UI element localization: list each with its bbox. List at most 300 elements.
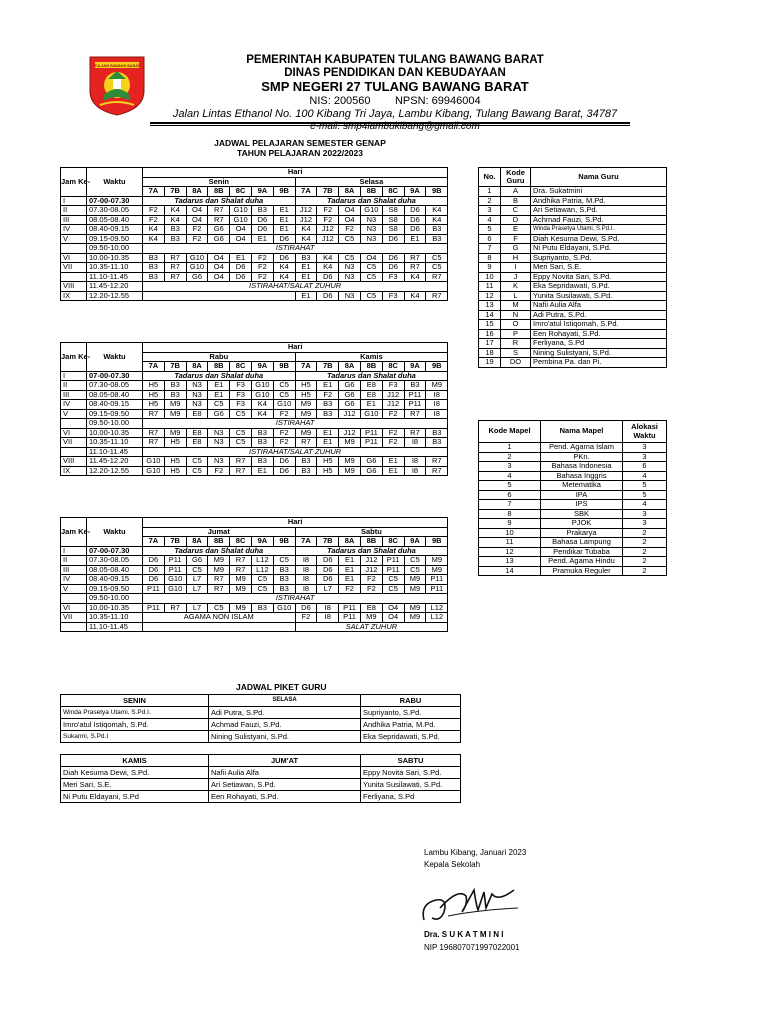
- code-cell: O4: [382, 613, 404, 623]
- alokasi-header: Alokasi Waktu: [623, 421, 667, 443]
- code-cell: D6: [273, 466, 295, 476]
- alokasi-cell: 2: [623, 557, 667, 567]
- code-cell: P11: [426, 575, 448, 585]
- code-cell: B3: [295, 253, 317, 263]
- code-cell: I8: [317, 603, 339, 613]
- kode-cell: 11: [479, 538, 541, 548]
- nama-cell: SBK: [541, 509, 623, 519]
- kode-cell: 10: [479, 528, 541, 538]
- code-cell: E1: [273, 215, 295, 225]
- table-row: [61, 594, 448, 604]
- code-cell: E8: [186, 409, 208, 419]
- subject-code-table: [478, 420, 667, 576]
- code-cell: B3: [426, 234, 448, 244]
- code-cell: M9: [295, 400, 317, 410]
- no-cell: 11: [479, 282, 501, 292]
- code-cell: K4: [404, 291, 426, 301]
- table-row: [61, 282, 448, 292]
- code-cell: E1: [295, 272, 317, 282]
- table-row: [479, 443, 667, 453]
- waktu-cell: 07-00-07.30: [87, 546, 143, 556]
- no-cell: 17: [479, 339, 501, 349]
- code-cell: O4: [208, 263, 230, 273]
- nama-cell: Pend. Agama Hindu: [541, 557, 623, 567]
- code-cell: B3: [143, 272, 165, 282]
- no-cell: 5: [479, 225, 501, 235]
- code-cell: S8: [382, 206, 404, 216]
- code-cell: C5: [273, 381, 295, 391]
- code-cell: N3: [360, 215, 382, 225]
- code-cell: F2: [273, 409, 295, 419]
- code-cell: G10: [251, 381, 273, 391]
- jam-cell: VII: [61, 613, 87, 623]
- merged-cell: Tadarus dan Shalat duha: [143, 546, 296, 556]
- code-cell: D6: [273, 457, 295, 467]
- duty-day-header: JUM'AT: [209, 755, 361, 767]
- table-row: [61, 731, 461, 743]
- class-header: 8C: [382, 537, 404, 547]
- class-header: 8B: [208, 362, 230, 372]
- code-cell: G6: [186, 556, 208, 566]
- table-row: [61, 263, 448, 273]
- code-cell: E8: [360, 603, 382, 613]
- table-row: [479, 225, 667, 235]
- waktu-cell: 08.05-08.40: [87, 565, 143, 575]
- code-cell: K4: [426, 206, 448, 216]
- waktu-header: Waktu: [87, 168, 143, 197]
- class-header: 7A: [143, 537, 165, 547]
- nama-cell: PJOK: [541, 519, 623, 529]
- code-cell: E1: [230, 253, 252, 263]
- nama-cell: Eka Sepridawati, S.Pd.: [531, 282, 667, 292]
- kode-cell: 8: [479, 509, 541, 519]
- code-cell: D6: [273, 234, 295, 244]
- jam-cell: V: [61, 234, 87, 244]
- jam-cell: VIII: [61, 282, 87, 292]
- handwritten-signature: [418, 882, 528, 927]
- code-cell: D6: [317, 272, 339, 282]
- class-header: 9A: [251, 362, 273, 372]
- table-row: [61, 719, 461, 731]
- table-row: [479, 282, 667, 292]
- class-header: 8C: [382, 187, 404, 197]
- code-cell: R7: [230, 457, 252, 467]
- code-cell: M9: [164, 409, 186, 419]
- code-cell: C5: [382, 575, 404, 585]
- code-cell: D6: [382, 253, 404, 263]
- table-row: [61, 438, 448, 448]
- code-cell: D6: [251, 215, 273, 225]
- code-cell: F2: [143, 215, 165, 225]
- code-cell: K4: [317, 253, 339, 263]
- no-cell: 18: [479, 348, 501, 358]
- table-row: [61, 466, 448, 476]
- nama-cell: Een Rohayati, S.Pd.: [531, 329, 667, 339]
- code-cell: F2: [273, 428, 295, 438]
- code-cell: F2: [295, 613, 317, 623]
- code-cell: M9: [339, 466, 361, 476]
- code-cell: R7: [230, 466, 252, 476]
- nama-cell: Prakarya: [541, 528, 623, 538]
- code-cell: R7: [295, 438, 317, 448]
- class-header: 7B: [164, 537, 186, 547]
- alokasi-cell: 4: [623, 500, 667, 510]
- table-row: [479, 538, 667, 548]
- code-cell: M9: [208, 556, 230, 566]
- code-cell: P11: [339, 613, 361, 623]
- jam-cell: IX: [61, 291, 87, 301]
- merged-cell: ISTIRAHAT/SALAT ZUHUR: [143, 282, 448, 292]
- headmaster-nip: NIP 196807071997022001: [424, 943, 520, 952]
- code-cell: D6: [382, 263, 404, 273]
- day-header-row: [61, 695, 461, 707]
- code-cell: E1: [208, 390, 230, 400]
- waktu-cell: 09.50-10.00: [87, 244, 143, 254]
- code-cell: F3: [382, 272, 404, 282]
- waktu-cell: 08.05-08.40: [87, 215, 143, 225]
- code-cell: N3: [339, 291, 361, 301]
- code-cell: D6: [230, 272, 252, 282]
- class-header: 7B: [317, 537, 339, 547]
- waktu-cell: 09.50-10.00: [87, 594, 143, 604]
- code-cell: O4: [230, 234, 252, 244]
- no-cell: 3: [479, 206, 501, 216]
- code-cell: F3: [382, 291, 404, 301]
- code-cell: K4: [251, 409, 273, 419]
- code-cell: L7: [186, 584, 208, 594]
- class-header: 8C: [230, 537, 252, 547]
- code-cell: F2: [251, 253, 273, 263]
- code-cell: C5: [186, 457, 208, 467]
- duty-teacher-cell: Ari Setiawan, S.Pd.: [209, 779, 361, 791]
- kode-cell: 9: [479, 519, 541, 529]
- code-cell: H5: [164, 457, 186, 467]
- code-cell: H5: [143, 390, 165, 400]
- duty-day-header: KAMIS: [61, 755, 209, 767]
- jam-cell: [61, 419, 87, 429]
- waktu-cell: 08.40-09.15: [87, 575, 143, 585]
- code-cell: G10: [360, 409, 382, 419]
- code-cell: B3: [273, 565, 295, 575]
- kode-cell: K: [501, 282, 531, 292]
- code-cell: M9: [230, 575, 252, 585]
- code-cell: G6: [360, 466, 382, 476]
- table-row: [479, 301, 667, 311]
- code-cell: C5: [208, 603, 230, 613]
- code-cell: R7: [208, 575, 230, 585]
- code-cell: D6: [317, 575, 339, 585]
- table-row: [61, 419, 448, 429]
- duty-teacher-cell: Andhika Patria, M.Pd.: [361, 719, 461, 731]
- code-cell: J12: [382, 390, 404, 400]
- code-cell: B3: [143, 253, 165, 263]
- table-row: [61, 707, 461, 719]
- no-cell: 14: [479, 310, 501, 320]
- code-cell: J12: [382, 400, 404, 410]
- merged-cell: ISTIRAHAT: [143, 419, 448, 429]
- alokasi-cell: 4: [623, 471, 667, 481]
- duty-teacher-cell: Eppy Novita Sari, S.Pd.: [361, 767, 461, 779]
- code-cell: M9: [339, 438, 361, 448]
- code-cell: H5: [143, 381, 165, 391]
- class-header: 7A: [143, 362, 165, 372]
- code-cell: N3: [208, 438, 230, 448]
- code-cell: M9: [164, 428, 186, 438]
- table-row: [479, 206, 667, 216]
- no-cell: 19: [479, 358, 501, 368]
- code-cell: N3: [186, 400, 208, 410]
- jam-cell: [61, 244, 87, 254]
- duty-teacher-cell: Supriyanto, S.Pd.: [361, 707, 461, 719]
- duty-teacher-cell: Ni Putu Eldayani, S.Pd: [61, 791, 209, 803]
- code-cell: P11: [143, 584, 165, 594]
- nama-cell: Metematika: [541, 481, 623, 491]
- code-cell: G10: [230, 206, 252, 216]
- code-cell: D6: [404, 225, 426, 235]
- table-row: [479, 320, 667, 330]
- no-cell: 8: [479, 253, 501, 263]
- code-cell: M9: [404, 584, 426, 594]
- waktu-cell: 10.35-11.10: [87, 263, 143, 273]
- jam-cell: VI: [61, 253, 87, 263]
- table-row: [479, 566, 667, 576]
- day-header: Senin: [143, 177, 296, 187]
- jam-cell: VI: [61, 603, 87, 613]
- class-header: 8A: [186, 187, 208, 197]
- kode-cell: A: [501, 187, 531, 197]
- code-cell: R7: [426, 466, 448, 476]
- code-cell: F2: [382, 428, 404, 438]
- code-cell: L7: [186, 603, 208, 613]
- duty-teacher-cell: Ferliyana, S.Pd: [361, 791, 461, 803]
- code-cell: E1: [382, 466, 404, 476]
- code-cell: F2: [251, 263, 273, 273]
- code-cell: C5: [230, 409, 252, 419]
- code-cell: F2: [273, 438, 295, 448]
- code-cell: J12: [295, 215, 317, 225]
- code-cell: P11: [382, 565, 404, 575]
- jam-cell: I: [61, 371, 87, 381]
- code-cell: C5: [186, 466, 208, 476]
- class-header: 8C: [382, 362, 404, 372]
- table-row: [61, 400, 448, 410]
- code-cell: C5: [426, 253, 448, 263]
- class-header: 9B: [273, 537, 295, 547]
- code-cell: F2: [339, 584, 361, 594]
- code-cell: R7: [208, 206, 230, 216]
- code-cell: B3: [251, 438, 273, 448]
- code-cell: H5: [164, 438, 186, 448]
- kode-cell: P: [501, 329, 531, 339]
- class-header: 7A: [295, 187, 317, 197]
- merged-cell: Tadarus dan Shalat duha: [295, 196, 448, 206]
- jam-cell: V: [61, 584, 87, 594]
- code-cell: H5: [143, 400, 165, 410]
- code-cell: N3: [339, 263, 361, 273]
- code-cell: D6: [317, 556, 339, 566]
- nama-cell: Bahasa Inggris: [541, 471, 623, 481]
- duty-teacher-cell: Winda Prasetya Utami, S.Pd.I.: [61, 707, 209, 719]
- code-cell: E1: [360, 400, 382, 410]
- code-cell: B3: [317, 409, 339, 419]
- table-row: [479, 519, 667, 529]
- code-cell: C5: [382, 584, 404, 594]
- table-row: [61, 206, 448, 216]
- kode-cell: B: [501, 196, 531, 206]
- kode-cell: S: [501, 348, 531, 358]
- waktu-cell: 10.00-10.35: [87, 428, 143, 438]
- class-header: 8B: [208, 187, 230, 197]
- table-row: [61, 225, 448, 235]
- code-cell: N3: [360, 225, 382, 235]
- jam-ke-header: Jam Ke-: [61, 518, 87, 547]
- code-cell: P11: [360, 438, 382, 448]
- alokasi-cell: 3: [623, 519, 667, 529]
- jam-ke-header: Jam Ke-: [61, 168, 87, 197]
- nama-cell: Yunita Susilawati, S.Pd.: [531, 291, 667, 301]
- no-cell: 1: [479, 187, 501, 197]
- code-cell: D6: [143, 565, 165, 575]
- schedule-table-rabu-kamis: [60, 342, 448, 476]
- day-header-row: [61, 755, 461, 767]
- class-header: 8C: [230, 362, 252, 372]
- sign-role: Kepala Sekolah: [424, 860, 481, 869]
- code-cell: D6: [251, 225, 273, 235]
- code-cell: R7: [208, 215, 230, 225]
- class-header: 7A: [295, 537, 317, 547]
- code-cell: F2: [382, 438, 404, 448]
- waktu-cell: 11.45-12.20: [87, 282, 143, 292]
- class-header: 8A: [339, 537, 361, 547]
- nama-cell: Imro'atul Istiqomah, S.Pd.: [531, 320, 667, 330]
- code-cell: N3: [360, 234, 382, 244]
- duty-teacher-cell: Een Rohayati, S.Pd.: [209, 791, 361, 803]
- kode-cell: 4: [479, 471, 541, 481]
- code-cell: E1: [295, 291, 317, 301]
- class-header: 9A: [404, 187, 426, 197]
- school-address: Jalan Lintas Ethanol No. 100 Kibang Tri Jaya, Lambu Kibang, Tulang Bawang Barat, 34787: [172, 108, 618, 121]
- code-cell: G6: [208, 225, 230, 235]
- merged-cell: SALAT ZUHUR: [295, 622, 448, 632]
- code-cell: G10: [143, 457, 165, 467]
- class-header: 9A: [404, 362, 426, 372]
- code-cell: F2: [360, 575, 382, 585]
- code-cell: I8: [426, 390, 448, 400]
- code-cell: B3: [164, 381, 186, 391]
- header-row: [479, 168, 667, 187]
- code-cell: P11: [382, 556, 404, 566]
- code-cell: E1: [404, 234, 426, 244]
- jam-cell: VII: [61, 263, 87, 273]
- code-cell: F2: [251, 272, 273, 282]
- code-cell: K4: [273, 272, 295, 282]
- alokasi-cell: 5: [623, 490, 667, 500]
- code-cell: R7: [404, 253, 426, 263]
- header-rule: [150, 122, 630, 124]
- class-header: 9B: [426, 537, 448, 547]
- waktu-header: Waktu: [87, 343, 143, 372]
- kode-cell: N: [501, 310, 531, 320]
- code-cell: O4: [186, 215, 208, 225]
- waktu-cell: 12.20-12.55: [87, 291, 143, 301]
- code-cell: J12: [295, 206, 317, 216]
- code-cell: C5: [273, 556, 295, 566]
- code-cell: N3: [208, 457, 230, 467]
- code-cell: I8: [404, 438, 426, 448]
- code-cell: K4: [295, 234, 317, 244]
- code-cell: D6: [143, 575, 165, 585]
- merged-cell: Tadarus dan Shalat duha: [295, 371, 448, 381]
- code-cell: M9: [404, 613, 426, 623]
- code-cell: K4: [317, 263, 339, 273]
- code-cell: I8: [295, 584, 317, 594]
- code-cell: H5: [317, 466, 339, 476]
- code-cell: E1: [317, 381, 339, 391]
- no-cell: 12: [479, 291, 501, 301]
- header-row: [61, 168, 448, 178]
- code-cell: G6: [186, 272, 208, 282]
- nama-cell: Ari Setiawan, S.Pd.: [531, 206, 667, 216]
- code-cell: M9: [339, 457, 361, 467]
- table-row: [61, 613, 448, 623]
- class-header: 8B: [360, 362, 382, 372]
- school-ids: NIS: 200560 NPSN: 69946004: [309, 95, 481, 108]
- code-cell: O4: [339, 215, 361, 225]
- duty-teacher-cell: Diah Kesuma Dewi, S.Pd.: [61, 767, 209, 779]
- waktu-cell: 10.00-10.35: [87, 603, 143, 613]
- schedule-table-senin-selasa: [60, 167, 448, 301]
- duty-title: JADWAL PIKET GURU: [236, 682, 327, 692]
- jam-cell: III: [61, 215, 87, 225]
- code-cell: D6: [317, 565, 339, 575]
- code-cell: E8: [360, 381, 382, 391]
- code-cell: G6: [339, 390, 361, 400]
- code-cell: M9: [426, 565, 448, 575]
- code-cell: E8: [186, 428, 208, 438]
- waktu-cell: 11.10-11.45: [87, 447, 143, 457]
- code-cell: K4: [295, 225, 317, 235]
- code-cell: B3: [164, 234, 186, 244]
- code-cell: D6: [404, 206, 426, 216]
- class-header: 9B: [426, 187, 448, 197]
- waktu-cell: 09.50-10.00: [87, 419, 143, 429]
- code-cell: F3: [230, 400, 252, 410]
- code-cell: C5: [230, 428, 252, 438]
- nama-cell: Ni Putu Eldayani, S.Pd.: [531, 244, 667, 254]
- code-cell: R7: [143, 438, 165, 448]
- code-cell: F2: [360, 584, 382, 594]
- code-cell: E1: [339, 575, 361, 585]
- code-cell: R7: [164, 263, 186, 273]
- day-header: Jumat: [143, 527, 296, 537]
- no-cell: 6: [479, 234, 501, 244]
- nama-cell: Diah Kesuma Dewi, S.Pd.: [531, 234, 667, 244]
- class-header: 7B: [164, 362, 186, 372]
- jam-cell: I: [61, 196, 87, 206]
- kode-cell: 14: [479, 566, 541, 576]
- code-cell: J12: [360, 565, 382, 575]
- code-cell: R7: [230, 565, 252, 575]
- code-cell: P11: [164, 556, 186, 566]
- code-cell: C5: [251, 575, 273, 585]
- nama-cell: Ferliyana, S.Pd: [531, 339, 667, 349]
- jam-cell: VIII: [61, 457, 87, 467]
- code-cell: E1: [295, 263, 317, 273]
- code-cell: M9: [164, 400, 186, 410]
- code-cell: N3: [339, 272, 361, 282]
- kode-cell: D: [501, 215, 531, 225]
- nama-guru-header: Nama Guru: [531, 168, 667, 187]
